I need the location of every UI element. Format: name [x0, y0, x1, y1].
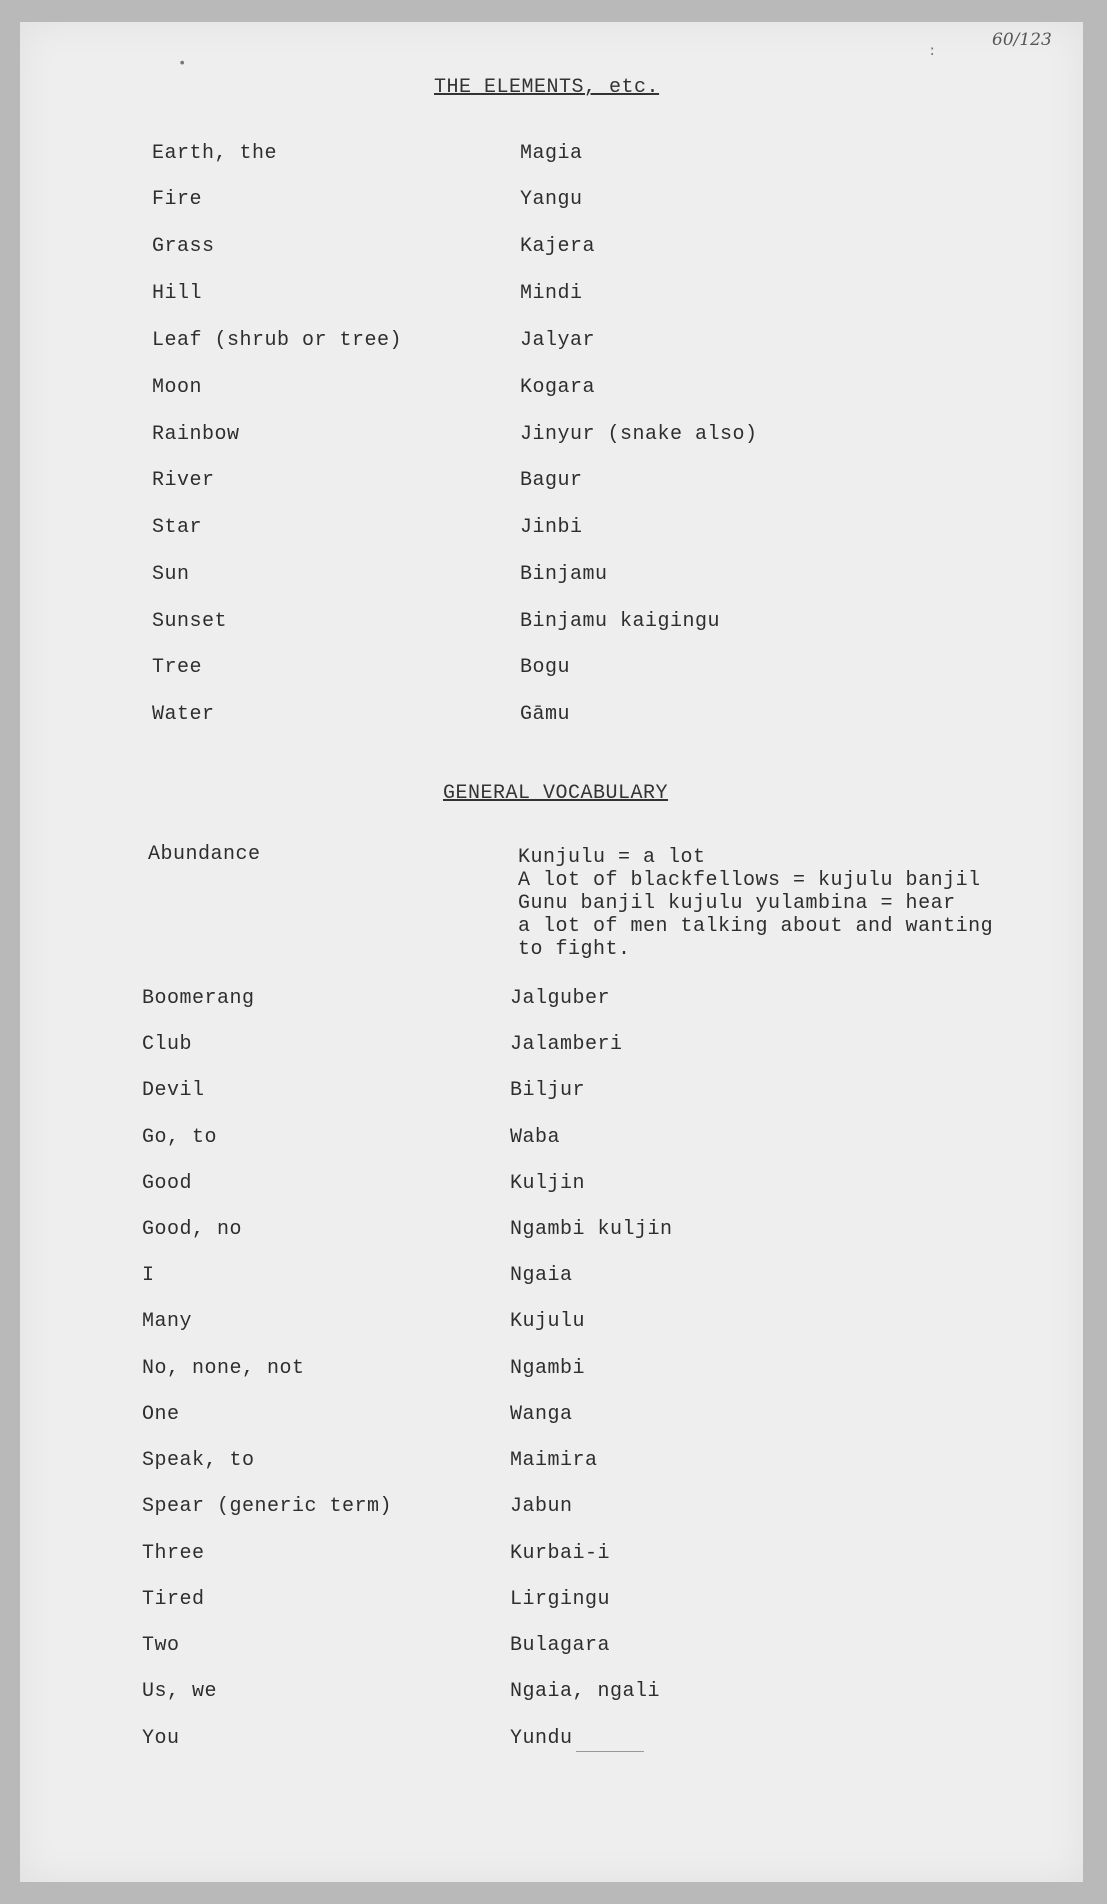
- vocab-entry: [0, 188, 1107, 218]
- english-term: Two: [142, 1634, 180, 1657]
- aboriginal-term: Jabun: [510, 1495, 573, 1518]
- stray-mark: :: [928, 44, 937, 60]
- vocab-entry: [0, 1033, 1107, 1063]
- aboriginal-term: Maimira: [510, 1449, 598, 1472]
- aboriginal-term: Kuljin: [510, 1172, 586, 1195]
- vocab-entry: [0, 376, 1107, 406]
- english-term: Moon: [152, 376, 203, 399]
- english-term: Three: [142, 1542, 205, 1565]
- english-term: Boomerang: [142, 987, 255, 1010]
- english-term: River: [152, 469, 215, 492]
- vocab-entry: [0, 235, 1107, 265]
- english-term: Us, we: [142, 1680, 218, 1703]
- vocab-entry: [0, 1495, 1107, 1525]
- aboriginal-term: Biljur: [510, 1079, 586, 1102]
- aboriginal-term: Jinyur (snake also): [520, 423, 758, 446]
- vocab-entry: [0, 610, 1107, 640]
- aboriginal-term: Jalguber: [510, 987, 611, 1010]
- vocab-entry: [0, 703, 1107, 733]
- vocab-entry: [0, 1079, 1107, 1109]
- page-number: 60/123: [992, 30, 1052, 50]
- aboriginal-term: Jalyar: [520, 329, 596, 352]
- vocab-entry: [0, 142, 1107, 172]
- vocab-entry: [0, 1264, 1107, 1294]
- aboriginal-term: Ngaia, ngali: [510, 1680, 661, 1703]
- english-term: You: [142, 1727, 180, 1750]
- vocab-entry: [0, 1357, 1107, 1387]
- vocab-entry: [0, 516, 1107, 546]
- english-term: I: [142, 1264, 155, 1287]
- aboriginal-term: Ngaia: [510, 1264, 573, 1287]
- english-term: Good: [142, 1172, 193, 1195]
- english-term: Sun: [152, 563, 190, 586]
- aboriginal-term: Ngambi kuljin: [510, 1218, 673, 1241]
- aboriginal-term: Kurbai-i: [510, 1542, 611, 1565]
- vocab-entry: [0, 1172, 1107, 1202]
- vocab-entry: [0, 1542, 1107, 1572]
- vocab-entry: [0, 563, 1107, 593]
- vocab-entry: [0, 329, 1107, 359]
- stray-mark: •: [178, 56, 187, 72]
- aboriginal-term: Mindi: [520, 282, 583, 305]
- vocab-entry: [0, 1310, 1107, 1340]
- english-term: Rainbow: [152, 423, 240, 446]
- vocab-entry: [0, 1727, 1107, 1757]
- aboriginal-term: Kajera: [520, 235, 596, 258]
- english-term: Tired: [142, 1588, 205, 1611]
- english-term: Devil: [142, 1079, 205, 1102]
- vocab-entry: [0, 1449, 1107, 1479]
- aboriginal-term: Jinbi: [520, 516, 583, 539]
- vocab-entry: [0, 423, 1107, 453]
- vocab-entry: [0, 1680, 1107, 1710]
- vocab-entry: [0, 1588, 1107, 1618]
- aboriginal-term: Jalamberi: [510, 1033, 623, 1056]
- pencil-stroke: [576, 1751, 644, 1752]
- english-term: Spear (generic term): [142, 1495, 393, 1518]
- english-term: Star: [152, 516, 203, 539]
- aboriginal-term: Binjamu: [520, 563, 608, 586]
- vocab-entry: [0, 1403, 1107, 1433]
- vocab-entry: [0, 282, 1107, 312]
- english-term: Water: [152, 703, 215, 726]
- english-term: Sunset: [152, 610, 228, 633]
- aboriginal-term: Kogara: [520, 376, 596, 399]
- aboriginal-term: Magia: [520, 142, 583, 165]
- vocab-entry: [0, 987, 1107, 1017]
- english-term: Club: [142, 1033, 193, 1056]
- aboriginal-term: Bulagara: [510, 1634, 611, 1657]
- aboriginal-term: Wanga: [510, 1403, 573, 1426]
- section-title-elements: THE ELEMENTS, etc.: [434, 76, 660, 99]
- aboriginal-term: Bogu: [520, 656, 571, 679]
- english-term: Abundance: [148, 843, 261, 866]
- aboriginal-term: Yundu: [510, 1727, 573, 1750]
- english-term: Fire: [152, 188, 203, 211]
- vocab-entry: [0, 1218, 1107, 1248]
- aboriginal-term: Binjamu kaigingu: [520, 610, 721, 633]
- english-term: Good, no: [142, 1218, 243, 1241]
- section-title-general-vocabulary: GENERAL VOCABULARY: [443, 782, 669, 805]
- vocab-entry: [0, 1634, 1107, 1664]
- english-term: Leaf (shrub or tree): [152, 329, 403, 352]
- english-term: No, none, not: [142, 1357, 305, 1380]
- aboriginal-term: Ngambi: [510, 1357, 586, 1380]
- english-term: Tree: [152, 656, 203, 679]
- aboriginal-term: Kujulu: [510, 1310, 586, 1333]
- aboriginal-term: Lirgingu: [510, 1588, 611, 1611]
- vocab-entry: [0, 469, 1107, 499]
- english-term: Speak, to: [142, 1449, 255, 1472]
- abundance-note: Kunjulu = a lot A lot of blackfellows = kujulu banjil Gunu banjil kujulu yulambina = hear a lot of men talking about and wanting to fight.: [518, 846, 994, 961]
- aboriginal-term: Bagur: [520, 469, 583, 492]
- english-term: Hill: [152, 282, 203, 305]
- english-term: Many: [142, 1310, 193, 1333]
- vocab-entry: [0, 1126, 1107, 1156]
- aboriginal-term: Yangu: [520, 188, 583, 211]
- english-term: Go, to: [142, 1126, 218, 1149]
- aboriginal-term: Waba: [510, 1126, 561, 1149]
- aboriginal-term: Gāmu: [520, 703, 571, 726]
- english-term: One: [142, 1403, 180, 1426]
- english-term: Grass: [152, 235, 215, 258]
- english-term: Earth, the: [152, 142, 278, 165]
- vocab-entry: [0, 656, 1107, 686]
